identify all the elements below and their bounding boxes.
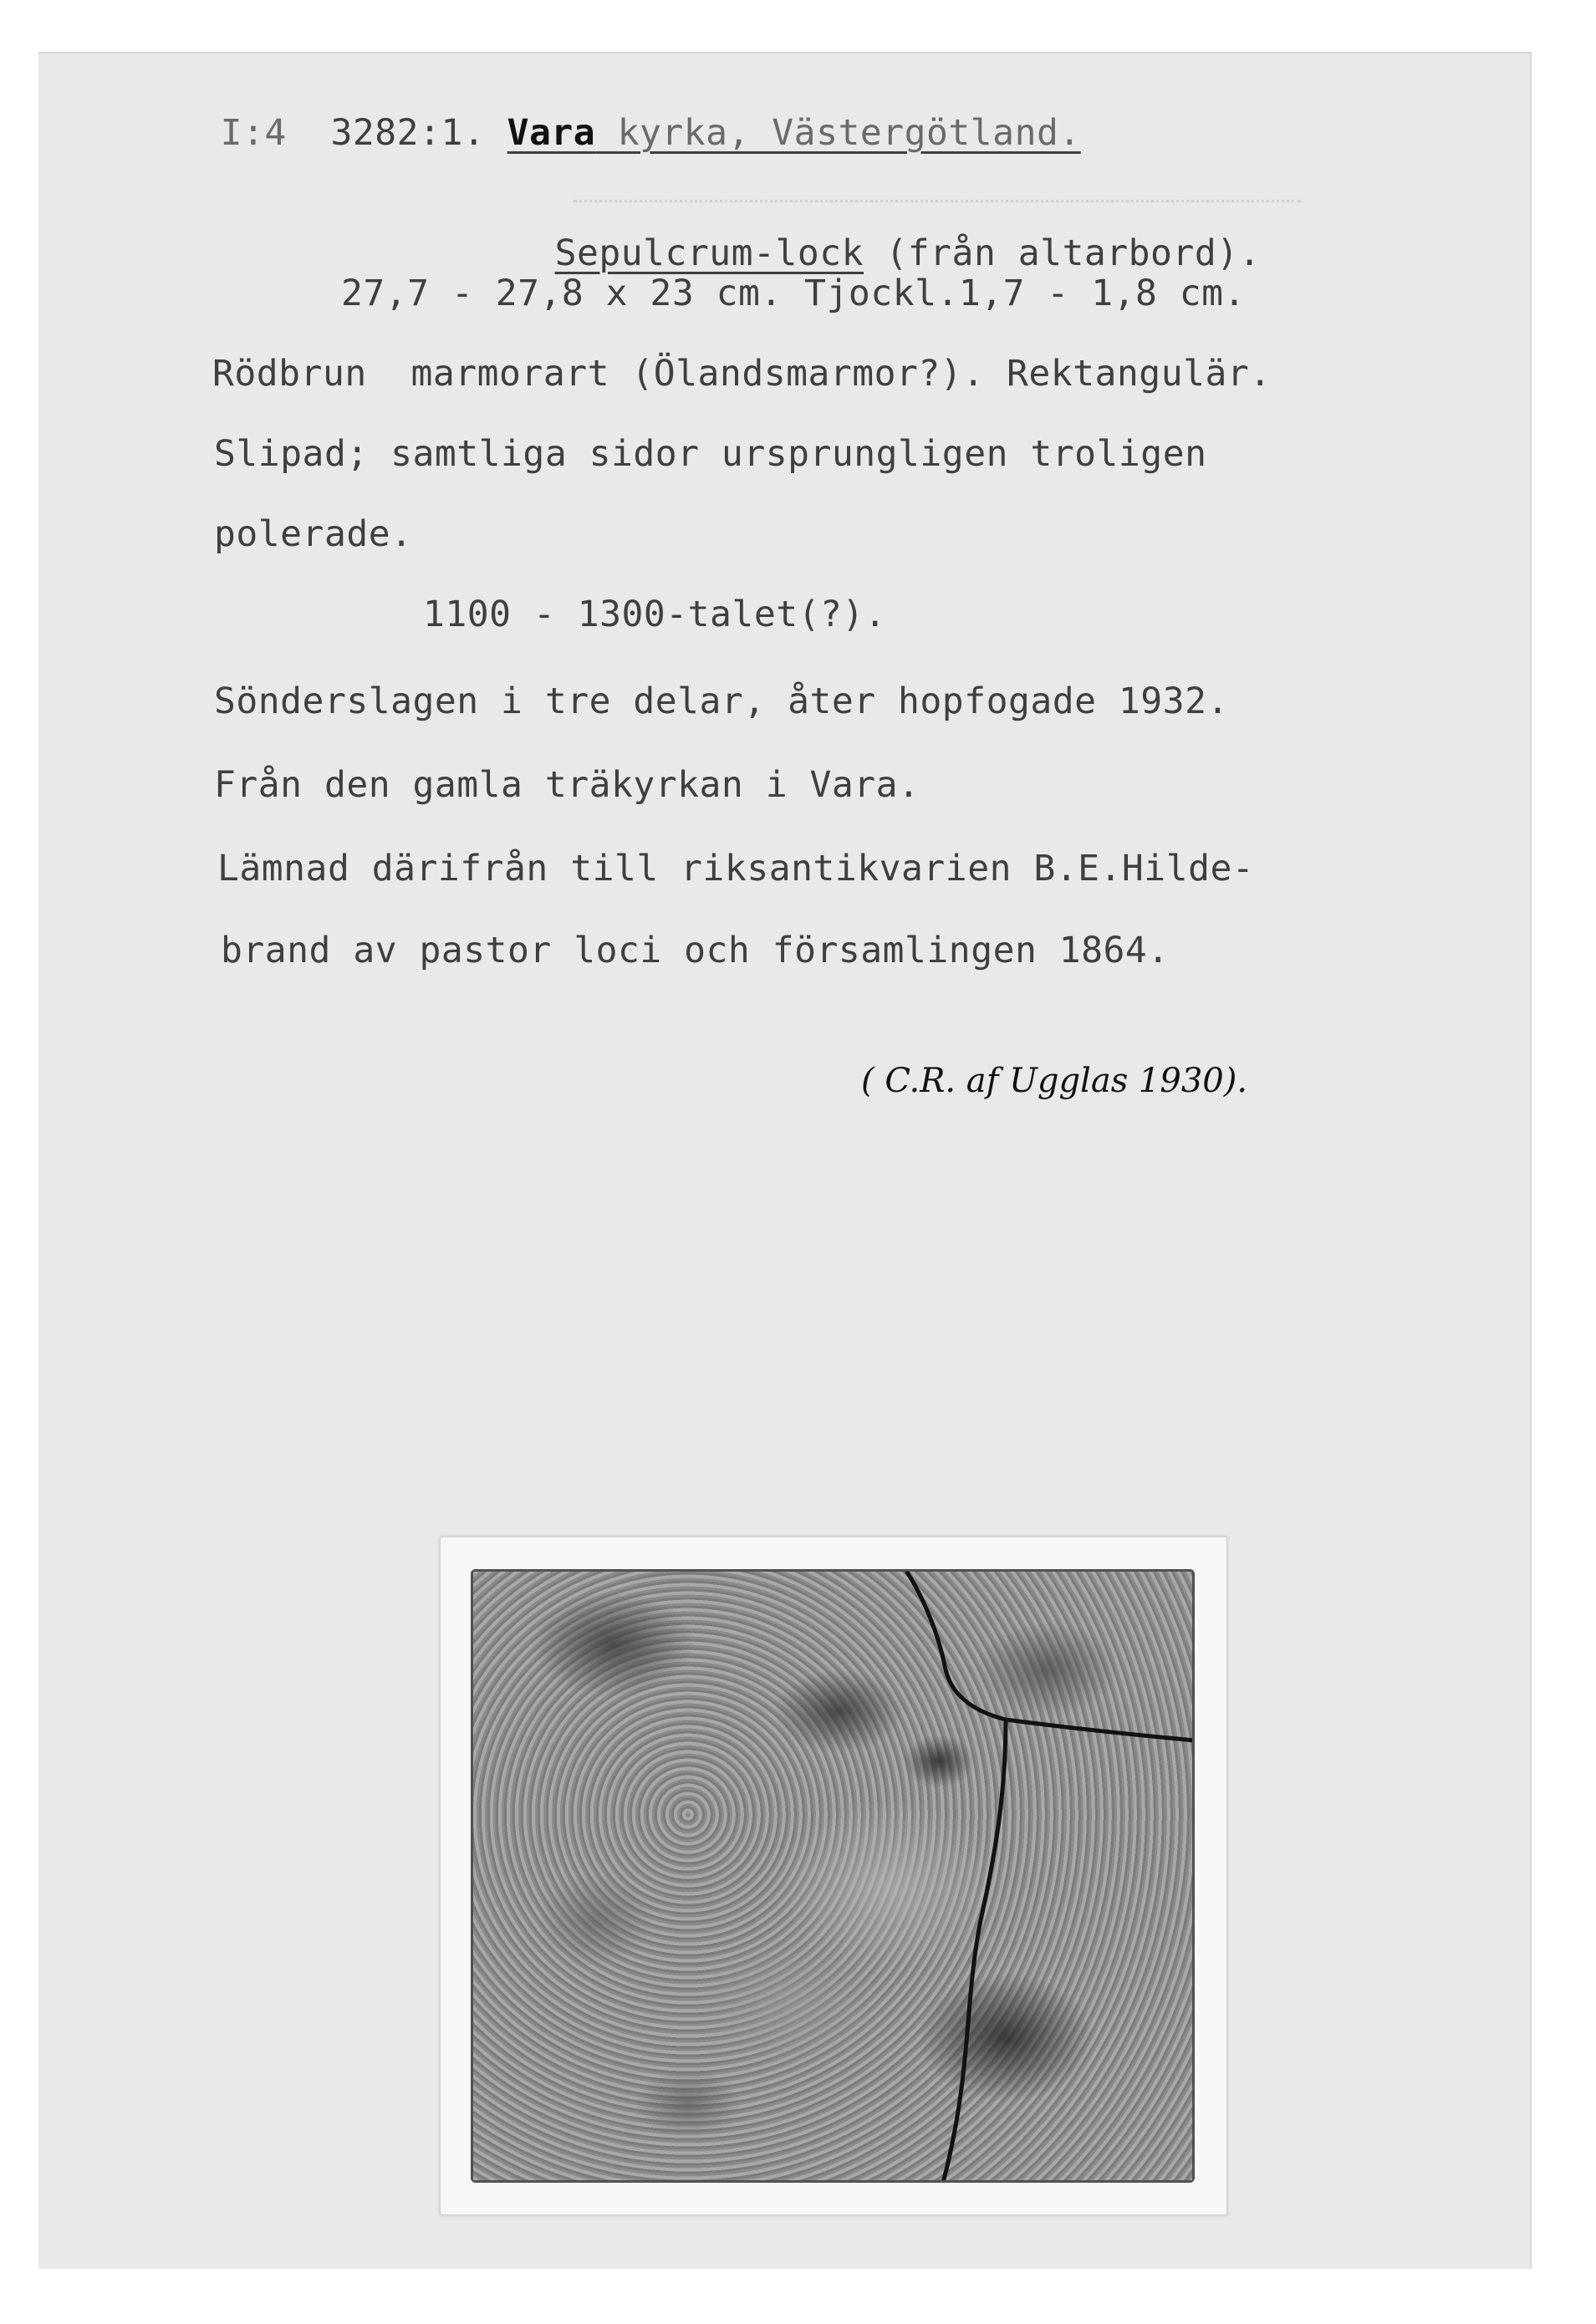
donation-line-1: Lämnad därifrån till riksantikvarien B.E.Hilde-: [217, 848, 1255, 889]
place-name: Vara: [507, 112, 596, 154]
finish-line-1: Slipad; samtliga sidor ursprungligen troligen: [214, 433, 1207, 475]
slab-cracks: [471, 1569, 1195, 2183]
handwritten-signature: ( C.R. af Ugglas 1930).: [861, 1062, 1248, 1100]
catalogue-card: [38, 52, 1532, 2269]
object-origin: (från altarbord).: [864, 232, 1261, 274]
shelf-mark: I:4: [220, 112, 287, 154]
catalogue-number: 3282:1.: [330, 112, 486, 154]
material-line: Rödbrun marmorart (Ölandsmarmor?). Rektangulär.: [212, 353, 1272, 395]
object-title: Sepulcrum-lock: [554, 232, 864, 274]
photo-mount: [440, 1537, 1227, 2215]
donation-line-2: brand av pastor loci och församlingen 1864.: [221, 930, 1170, 971]
stone-slab-photograph: [471, 1569, 1195, 2183]
dimensions-line: 27,7 - 27,8 x 23 cm. Tjockl.1,7 - 1,8 cm.: [341, 273, 1246, 314]
finish-line-2: polerade.: [214, 513, 413, 555]
place-region: kyrka, Västergötland.: [595, 112, 1081, 154]
condition-line: Sönderslagen i tre delar, åter hopfogade 1932.: [214, 680, 1229, 722]
provenance-line: Från den gamla träkyrkan i Vara.: [214, 764, 920, 806]
header-place: [507, 112, 1081, 154]
dating-line: 1100 - 1300-talet(?).: [423, 594, 887, 635]
card-header: [132, 70, 1081, 196]
